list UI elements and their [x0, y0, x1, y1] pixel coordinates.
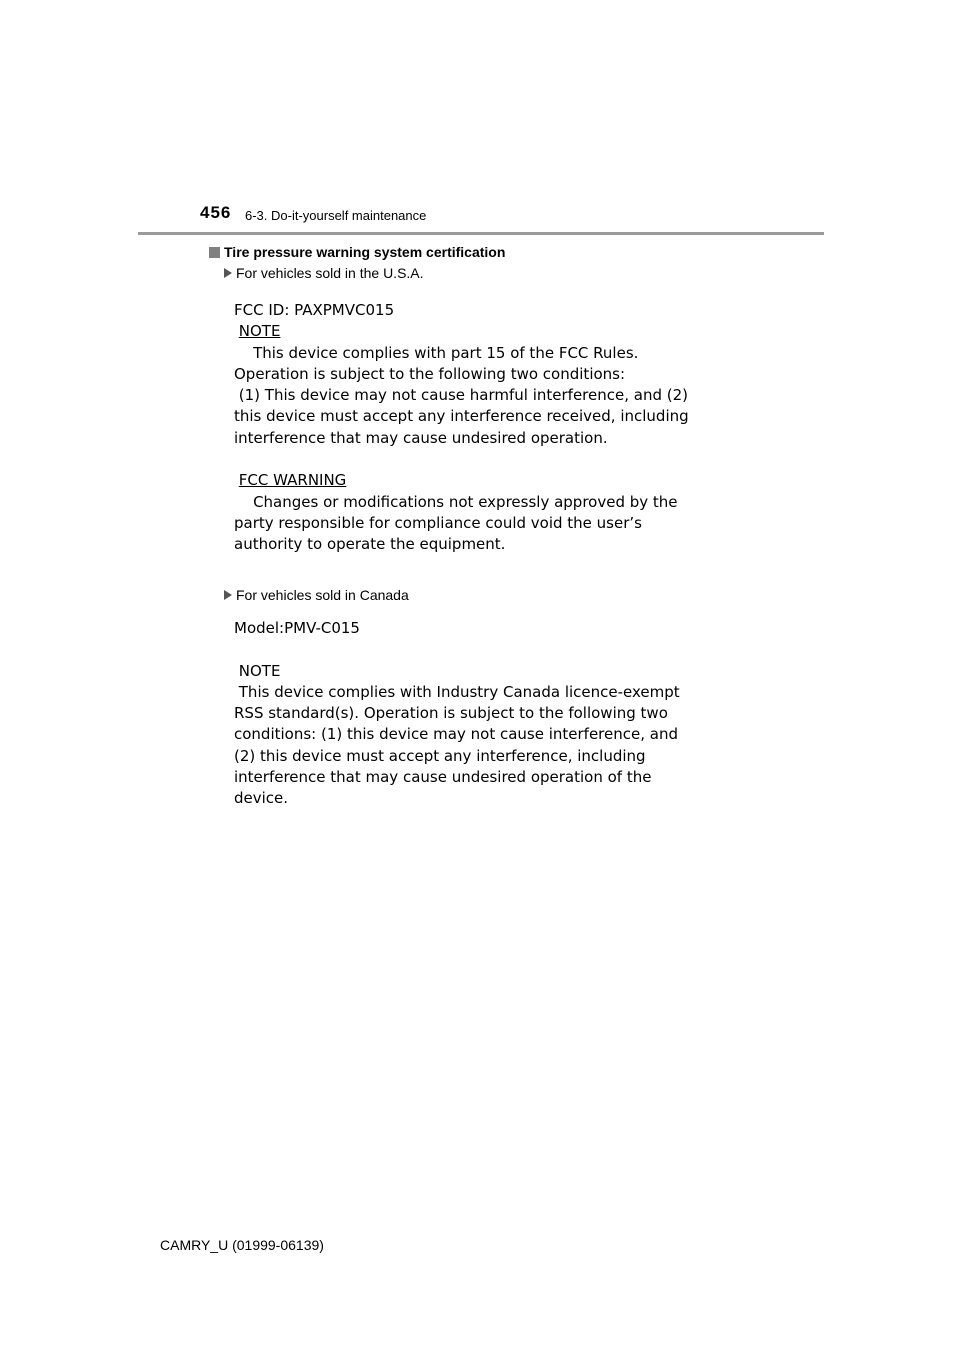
- section-heading: [209, 244, 505, 260]
- canada-note-title-line: [234, 661, 754, 682]
- fcc-warning-line-2: party responsible for compliance could void the user’s: [234, 513, 642, 532]
- canada-note-line-1: This device complies with Industry Canada licence-exempt: [234, 682, 680, 701]
- usa-bullet: [224, 265, 424, 281]
- usa-note-line-1: This device complies with part 15 of the FCC Rules.: [234, 343, 639, 362]
- usa-note-title-line: [234, 321, 754, 342]
- spacer-line: [234, 449, 754, 470]
- fcc-warning-title-line: [234, 470, 754, 491]
- canada-note-line-2: RSS standard(s). Operation is subject to the following two: [234, 704, 668, 723]
- usa-note-line-2: Operation is subject to the following two conditions:: [234, 364, 626, 383]
- canada-note-line-5: interference that may cause undesired operation of the: [234, 768, 652, 787]
- section-heading-text: Tire pressure warning system certification: [224, 244, 506, 260]
- fcc-id: FCC ID: PAXPMVC015: [234, 301, 395, 319]
- canada-bullet: [224, 587, 409, 603]
- canada-bullet-text: For vehicles sold in Canada: [236, 587, 409, 603]
- canada-note-line-4: (2) this device must accept any interference, including: [234, 746, 646, 765]
- usa-note-title: NOTE: [238, 322, 281, 341]
- usa-fcc-label: [234, 300, 754, 556]
- usa-note-line-4: this device must accept any interference received, including: [234, 407, 689, 426]
- spacer-line: [234, 639, 754, 660]
- triangle-bullet-icon: [224, 268, 232, 278]
- chapter-title: 6-3. Do-it-yourself maintenance: [245, 208, 427, 223]
- canada-note-title: NOTE: [238, 661, 281, 680]
- footer-doc-id: CAMRY_U (01999-06139): [160, 1237, 324, 1253]
- canada-ic-label: [234, 618, 754, 810]
- page-number: 456: [200, 203, 232, 222]
- triangle-bullet-icon: [224, 590, 232, 600]
- usa-note-line-3: (1) This device may not cause harmful interference, and (2): [234, 386, 688, 405]
- canada-note-line-6: device.: [234, 789, 289, 808]
- usa-note-line-5: interference that may cause undesired operation.: [234, 428, 608, 447]
- canada-note-line-3: conditions: (1) this device may not cause interference, and: [234, 725, 678, 744]
- fcc-warning-line-1: Changes or modifications not expressly approved by the: [234, 492, 678, 511]
- usa-bullet-text: For vehicles sold in the U.S.A.: [236, 265, 424, 281]
- square-bullet-icon: [209, 247, 220, 258]
- canada-model: Model:PMV-C015: [234, 619, 360, 637]
- header-rule: [138, 232, 824, 235]
- fcc-warning-line-3: authority to operate the equipment.: [234, 535, 506, 554]
- fcc-warning-title: FCC WARNING: [238, 471, 347, 490]
